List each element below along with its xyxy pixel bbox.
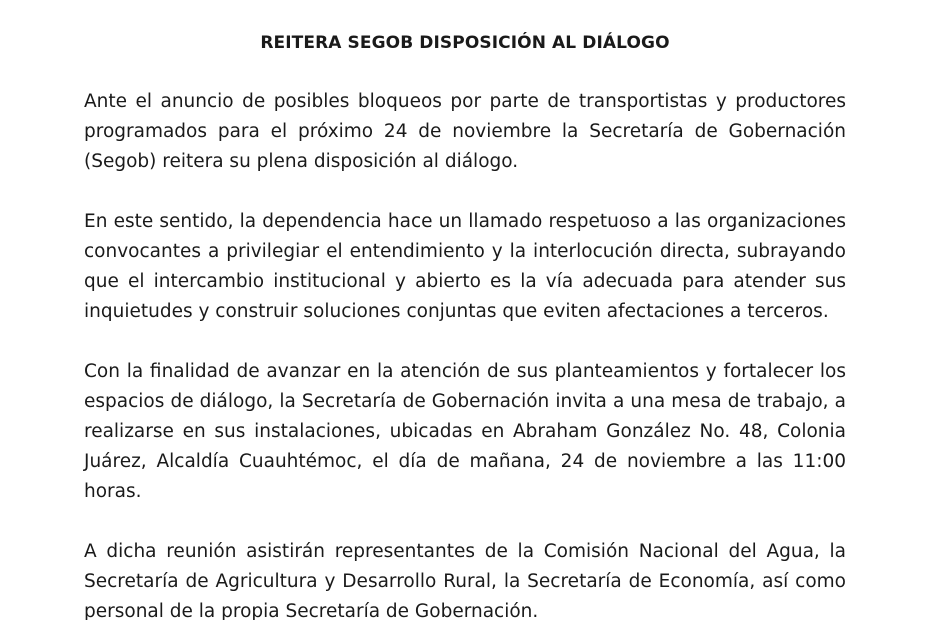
paragraph-intro: Ante el anuncio de posibles bloqueos por parte de transportistas y productores programados para el próximo 24 de noviembre la Secretaría de Gobernación (Segob) reitera su plena disposición al diálogo. (84, 91, 846, 172)
paragraph-call-to-dialogue: En este sentido, la dependencia hace un llamado respetuoso a las organizaciones convocantes a privilegiar el entendimiento y la interlocución directa, subrayando que el intercambio institucional y abierto es la vía adecuada para atender sus inquietudes y construir soluciones conjuntas que eviten afectaciones a terceros. (84, 211, 846, 322)
paragraph-attendees: A dicha reunión asistirán representantes de la Comisión Nacional del Agua, la Secretaría de Agricultura y Desarrollo Rural, la Secretaría de Economía, así como personal de la propia Secretaría de Gobernación. (84, 541, 846, 620)
document-title: REITERA SEGOB DISPOSICIÓN AL DIÁLOGO (260, 33, 670, 53)
paragraph-meeting-invitation: Con la finalidad de avanzar en la atención de sus planteamientos y fortalecer los espacios de diálogo, la Secretaría de Gobernación invita a una mesa de trabajo, a realizarse en sus instalaciones, ubicadas en Abraham González No. 48, Colonia Juárez, Alcaldía Cuauhtémoc, el día de mañana, 24 de noviembre a las 11:00 horas. (84, 361, 846, 502)
